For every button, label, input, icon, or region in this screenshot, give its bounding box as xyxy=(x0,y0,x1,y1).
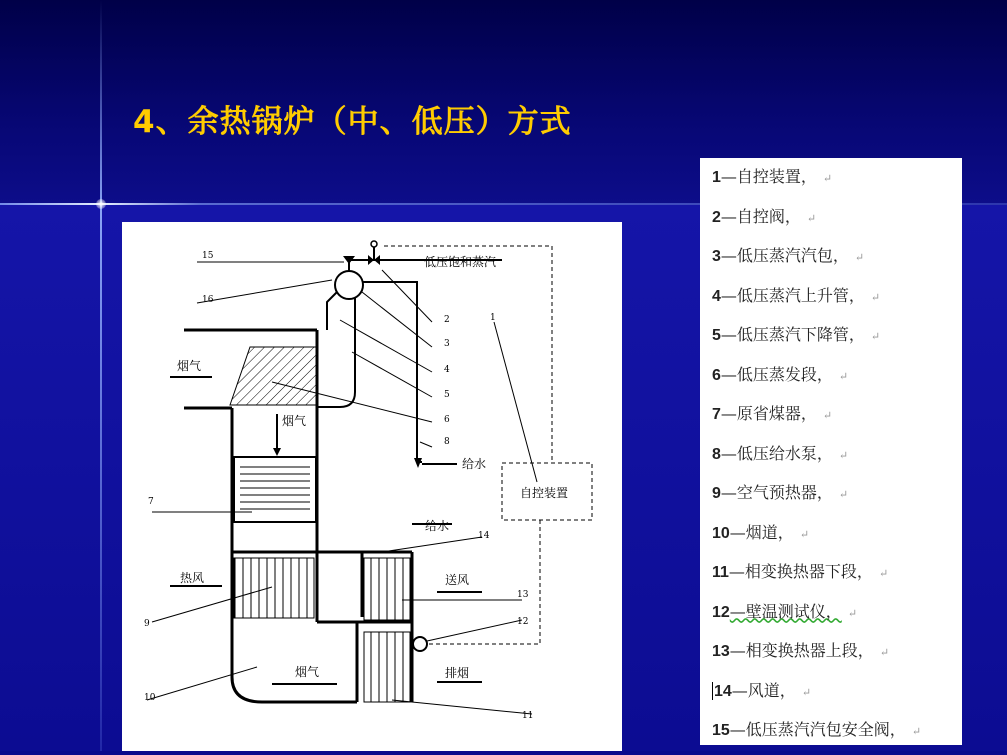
air-preheater xyxy=(234,558,314,618)
label-feed-water-middle: 给水 xyxy=(425,519,450,533)
callout-14: 14 xyxy=(478,531,490,541)
label-auto-control-device: 自控装置 xyxy=(520,486,569,500)
legend-item-6: 6—低压蒸发段， ↵ xyxy=(712,364,849,384)
legend-item-2: 2—自控阀， ↵ xyxy=(712,206,817,226)
phase-change-heat-exchanger-lower xyxy=(364,632,410,702)
auto-control-valve xyxy=(368,241,380,265)
callout-4: 4 xyxy=(444,365,450,375)
label-feed-water-top: 给水 xyxy=(462,457,487,471)
legend-item-15: 15—低压蒸汽汽包安全阀， ↵ xyxy=(712,720,922,739)
callout-9: 9 xyxy=(144,619,150,629)
callout-13: 13 xyxy=(517,590,529,600)
label-low-pressure-saturated-steam: 低压饱和蒸汽 xyxy=(424,255,497,269)
slide-title: 4、余热锅炉（中、低压）方式 xyxy=(133,104,572,140)
legend-item-5: 5—低压蒸汽下降管， ↵ xyxy=(712,325,881,344)
legend-item-14: 14—风道， ↵ xyxy=(714,680,812,700)
component-legend xyxy=(700,158,962,745)
legend-item-11: 11—相变换热器下段， ↵ xyxy=(712,562,889,581)
callout-numbers xyxy=(144,251,533,721)
label-exhaust-smoke: 排烟 xyxy=(445,666,470,680)
phase-change-heat-exchanger-upper xyxy=(364,558,410,620)
callout-12: 12 xyxy=(517,617,529,627)
boiler-schematic-svg xyxy=(122,222,622,751)
legend-item-10: 10—烟道， ↵ xyxy=(712,522,810,542)
label-flue-gas-lower: 烟气 xyxy=(295,665,320,679)
label-supply-air: 送风 xyxy=(445,573,470,587)
callout-10: 10 xyxy=(144,693,156,703)
label-flue-gas-arrow: 烟气 xyxy=(282,414,307,428)
callout-5: 5 xyxy=(444,390,450,400)
callout-6: 6 xyxy=(444,415,450,425)
callout-15: 15 xyxy=(202,251,214,261)
decorative-star-glint xyxy=(96,199,106,209)
callout-1: 1 xyxy=(490,313,496,323)
legend-item-8: 8—低压给水泵， ↵ xyxy=(712,443,849,463)
flue-gas-arrow xyxy=(273,414,281,456)
callout-16: 16 xyxy=(202,295,214,305)
label-flue-gas-upper: 烟气 xyxy=(177,359,202,373)
auto-control-device xyxy=(384,246,592,644)
boiler-diagram xyxy=(122,222,622,751)
steam-circuit xyxy=(317,260,502,462)
legend-item-7: 7—原省煤器， ↵ xyxy=(712,404,833,423)
callout-7: 7 xyxy=(148,497,154,507)
legend-item-12: 12—壁温测试仪， ↵ xyxy=(712,601,858,621)
callout-2: 2 xyxy=(444,315,450,325)
legend-item-13: 13—相变换热器上段， ↵ xyxy=(712,641,890,660)
decorative-vertical-light-line xyxy=(100,0,102,751)
legend-item-4: 4—低压蒸汽上升管， ↵ xyxy=(712,285,881,305)
callout-11: 11 xyxy=(522,711,534,721)
label-hot-air: 热风 xyxy=(180,571,205,585)
wall-temperature-meter xyxy=(412,634,427,654)
low-pressure-steam-drum xyxy=(335,271,363,299)
text-cursor xyxy=(712,682,713,700)
legend-item-3: 3—低压蒸汽汽包， ↵ xyxy=(712,246,865,265)
low-pressure-evaporator xyxy=(230,347,317,405)
legend-item-1: 1—自控装置， ↵ xyxy=(712,167,833,186)
callout-8: 8 xyxy=(444,437,450,447)
legend-item-9: 9—空气预热器， ↵ xyxy=(712,483,849,502)
callout-3: 3 xyxy=(444,339,450,349)
